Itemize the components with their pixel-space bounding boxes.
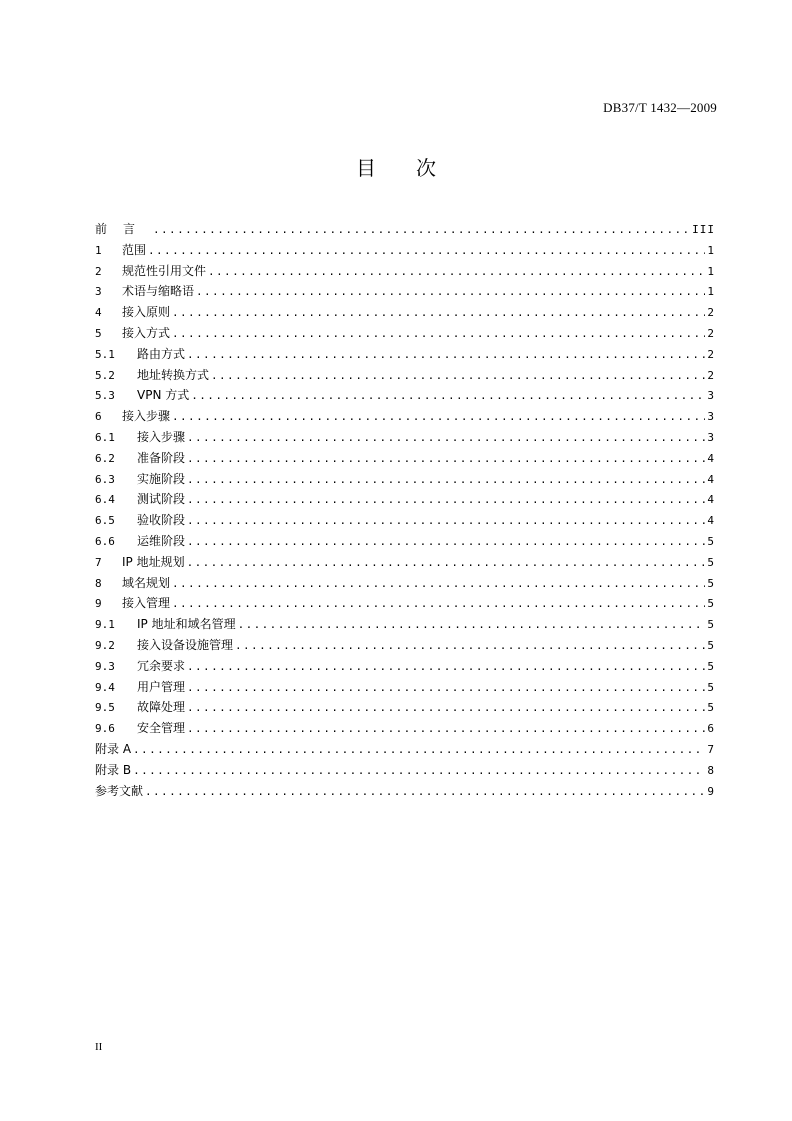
toc-dot-leader [238, 615, 706, 636]
toc-entry-title: 接入管理 [122, 596, 171, 611]
toc-entry-number: 5.2 [95, 368, 115, 382]
toc-entry-page: 1 [707, 243, 715, 257]
toc-entry-title: 前言 [95, 222, 152, 236]
toc-entry-title: 参考文献 [95, 783, 144, 798]
toc-entry-title: VPN 方式 [137, 388, 190, 403]
toc-entry[interactable] [95, 552, 715, 573]
toc-entry-number: 3 [95, 285, 102, 299]
toc-dot-leader [187, 470, 705, 491]
toc-entry-page: 4 [707, 514, 715, 528]
toc-entry-number: 5.3 [95, 389, 115, 403]
toc-entry[interactable] [95, 635, 715, 656]
toc-entry-page: 4 [707, 451, 715, 465]
document-code: DB37/T 1432—2009 [603, 100, 717, 115]
toc-entry[interactable] [95, 427, 715, 448]
toc-entry[interactable] [95, 573, 715, 594]
toc-entry[interactable] [95, 448, 715, 469]
toc-entry[interactable] [95, 739, 715, 760]
toc-entry-number: 9.3 [95, 659, 115, 673]
toc-entry-page: 8 [707, 763, 715, 777]
toc-entry-page: 5 [707, 555, 715, 569]
toc-dot-leader [133, 761, 705, 782]
toc-entry-number: 9.5 [95, 701, 115, 715]
toc-entry-number: 6.6 [95, 534, 115, 548]
toc-dot-leader [211, 366, 705, 387]
toc-entry-page: 4 [707, 472, 715, 486]
toc-entry-page: 4 [707, 493, 715, 507]
toc-entry-page: 2 [707, 347, 715, 361]
toc-entry-page: 5 [707, 638, 715, 652]
toc-dot-leader [187, 657, 705, 678]
toc-entry-title: 附录 B [95, 762, 132, 777]
toc-entry-page: 9 [707, 784, 715, 798]
toc-entry-number: 5 [95, 326, 102, 340]
toc-dot-leader [172, 594, 705, 615]
toc-entry-number: 4 [95, 306, 102, 320]
toc-dot-leader [187, 490, 705, 511]
toc-entry-title: 范围 [122, 242, 147, 257]
toc-entry-number: 8 [95, 576, 102, 590]
toc-entry-title: 术语与缩略语 [122, 284, 195, 299]
toc-entry[interactable] [95, 593, 715, 614]
toc-entry-page: 2 [707, 326, 715, 340]
toc-entry-title: 接入原则 [122, 305, 171, 320]
toc-entry[interactable] [95, 697, 715, 718]
toc-dot-leader [187, 532, 705, 553]
toc-dot-leader [145, 782, 705, 803]
toc-entry[interactable] [95, 469, 715, 490]
toc-entry[interactable] [95, 240, 715, 261]
toc-entry-page: 5 [707, 534, 715, 548]
toc-entry-number: 9 [95, 597, 102, 611]
toc-entry-number: 6.2 [95, 451, 115, 465]
toc-entry-number: 5.1 [95, 347, 115, 361]
toc-entry-page: 1 [707, 285, 715, 299]
toc-entry-title: 附录 A [95, 741, 132, 756]
toc-entry-number: 6 [95, 410, 102, 424]
toc-entry-page: 1 [707, 264, 715, 278]
toc-entry-page: 3 [707, 410, 715, 424]
toc-entry-page: 2 [707, 368, 715, 382]
toc-entry-page: III [692, 223, 715, 236]
toc-entry-number: 6.4 [95, 493, 115, 507]
toc-entry[interactable] [95, 718, 715, 739]
toc-entry[interactable] [95, 614, 715, 635]
toc-dot-leader [153, 220, 690, 241]
toc-entry-number: 9.4 [95, 680, 115, 694]
toc-entry-title: 冗余要求 [137, 658, 186, 673]
toc-entry-title: 测试阶段 [137, 492, 186, 507]
toc-entry-title: 接入步骤 [122, 409, 171, 424]
page-title: 目次 [356, 156, 476, 180]
toc-dot-leader [196, 282, 705, 303]
toc-entry-page: 7 [707, 742, 715, 756]
toc-entry-title: 接入步骤 [137, 429, 186, 444]
toc-entry-page: 5 [707, 701, 715, 715]
toc-entry-number: 6.1 [95, 430, 115, 444]
toc-dot-leader [235, 636, 705, 657]
toc-entry-title: 实施阶段 [137, 471, 186, 486]
toc-entry-page: 5 [707, 597, 715, 611]
toc-entry[interactable] [95, 365, 715, 386]
toc-entry-title: 准备阶段 [137, 450, 186, 465]
toc-entry[interactable] [95, 677, 715, 698]
toc-dot-leader [187, 511, 705, 532]
toc-entry-page: 3 [707, 430, 715, 444]
toc-entry[interactable] [95, 219, 715, 240]
toc-dot-leader [172, 407, 705, 428]
toc-entry-title: 接入设备设施管理 [137, 637, 234, 652]
toc-entry-number: 9.6 [95, 722, 115, 736]
toc-entry[interactable] [95, 261, 715, 282]
toc-entry-page: 5 [707, 680, 715, 694]
toc-entry[interactable] [95, 531, 715, 552]
toc-entry-number: 6.5 [95, 514, 115, 528]
toc-entry[interactable] [95, 302, 715, 323]
toc-entry-title: 安全管理 [137, 721, 186, 736]
toc-entry-number: 9.1 [95, 618, 115, 632]
toc-entry[interactable] [95, 760, 715, 781]
toc-dot-leader [208, 262, 705, 283]
toc-dot-leader [187, 345, 705, 366]
toc-entry-number: 6.3 [95, 472, 115, 486]
table-of-contents [95, 219, 715, 801]
toc-dot-leader [172, 574, 705, 595]
toc-dot-leader [172, 324, 705, 345]
toc-dot-leader [187, 449, 705, 470]
toc-entry-page: 5 [707, 618, 715, 632]
toc-entry[interactable] [95, 781, 715, 802]
toc-entry[interactable] [95, 281, 715, 302]
toc-dot-leader [133, 740, 705, 761]
toc-entry-page: 6 [707, 722, 715, 736]
toc-entry[interactable] [95, 489, 715, 510]
toc-entry-title: 域名规划 [122, 575, 171, 590]
toc-dot-leader [191, 386, 705, 407]
toc-dot-leader [187, 719, 705, 740]
toc-entry-title: 运维阶段 [137, 533, 186, 548]
toc-entry-title: IP 地址规划 [122, 554, 185, 569]
toc-entry-page: 5 [707, 659, 715, 673]
toc-entry-number: 2 [95, 264, 102, 278]
toc-entry-number: 1 [95, 243, 102, 257]
toc-entry[interactable] [95, 323, 715, 344]
toc-entry[interactable] [95, 385, 715, 406]
page-number: II [95, 1041, 103, 1053]
toc-dot-leader [187, 553, 706, 574]
toc-dot-leader [187, 698, 705, 719]
toc-dot-leader [187, 428, 705, 449]
toc-dot-leader [148, 241, 705, 262]
toc-entry-page: 5 [707, 576, 715, 590]
toc-dot-leader [187, 678, 705, 699]
toc-entry[interactable] [95, 406, 715, 427]
toc-entry-title: IP 地址和域名管理 [137, 617, 236, 632]
toc-dot-leader [172, 303, 705, 324]
toc-entry[interactable] [95, 344, 715, 365]
toc-entry-number: 7 [95, 555, 102, 569]
toc-entry-page: 3 [707, 389, 715, 403]
toc-entry-page: 2 [707, 306, 715, 320]
toc-entry-title: 地址转换方式 [137, 367, 210, 382]
toc-entry-title: 用户管理 [137, 679, 186, 694]
toc-entry-number: 9.2 [95, 638, 115, 652]
toc-entry-title: 路由方式 [137, 346, 186, 361]
toc-entry-title: 故障处理 [137, 700, 186, 715]
toc-entry[interactable] [95, 510, 715, 531]
toc-entry-title: 接入方式 [122, 325, 171, 340]
toc-entry[interactable] [95, 656, 715, 677]
toc-entry-title: 规范性引用文件 [122, 263, 207, 278]
toc-entry-title: 验收阶段 [137, 513, 186, 528]
